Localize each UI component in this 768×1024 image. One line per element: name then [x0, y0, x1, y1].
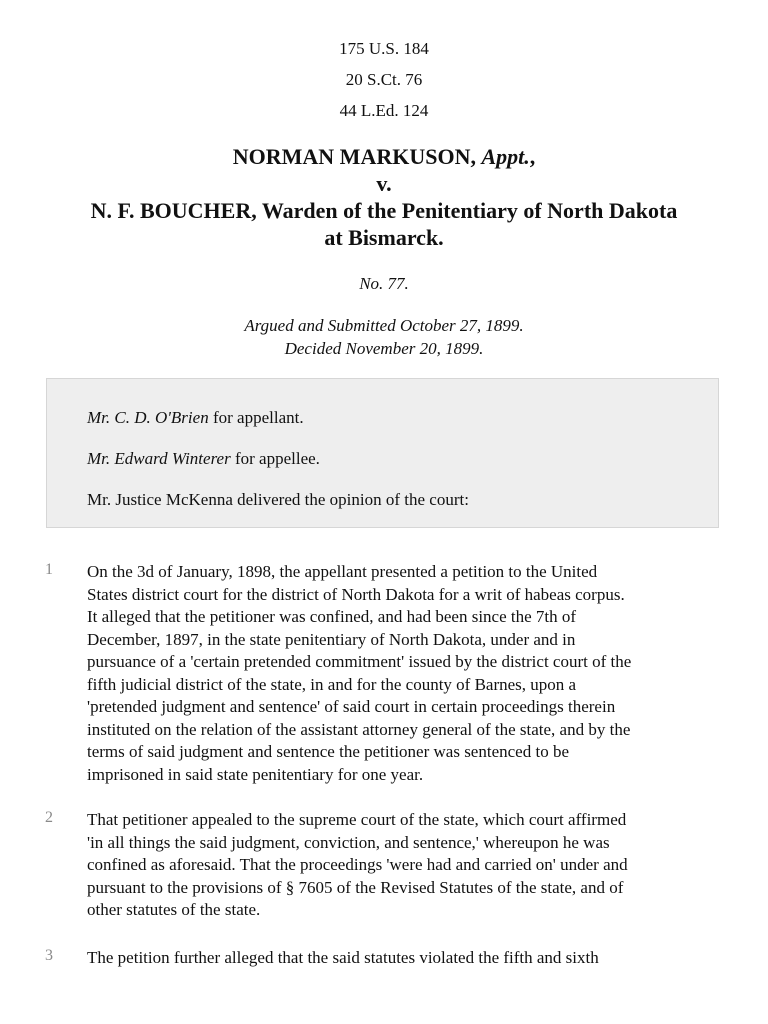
- counsel-appellee: [87, 449, 320, 469]
- argued-date: Argued and Submitted October 27, 1899.: [244, 316, 524, 335]
- appellant-line: [20, 143, 748, 170]
- paragraph-line: instituted on the relation of the assistant attorney general of the state, and by the: [87, 719, 631, 739]
- paragraph-line: pursuance of a 'certain pretended commitment' issued by the district court of the: [87, 652, 632, 671]
- decided-date: Decided November 20, 1899.: [284, 339, 484, 358]
- appellee-line-2: at Bismarck.: [324, 225, 444, 250]
- appellee-line-1: N. F. BOUCHER, Warden of the Penitentiary of North Dakota: [90, 198, 678, 223]
- paragraph-number: 1: [45, 561, 53, 578]
- appellant-role: Appt.: [481, 144, 530, 169]
- paragraph-line: December, 1897, in the state penitentiary of North Dakota, under and in: [87, 629, 576, 649]
- citation-lawyers-edition: 44 L.Ed. 124: [339, 101, 429, 120]
- paragraph-line: It alleged that the petitioner was confined, and had been since the 7th of: [87, 607, 577, 626]
- paragraph-line: pursuant to the provisions of § 7605 of the Revised Statutes of the state, and of: [87, 877, 624, 897]
- opinion-author-line: Mr. Justice McKenna delivered the opinion of the court:: [87, 490, 469, 509]
- paragraph-number: 2: [45, 809, 53, 826]
- paragraph-line: The petition further alleged that the said statutes violated the fifth and sixth: [87, 948, 599, 967]
- citation-us-reports: 175 U.S. 184: [339, 39, 429, 58]
- paragraph-line: 'in all things the said judgment, conviction, and sentence,' whereupon he was: [87, 832, 610, 852]
- counsel-box: [46, 378, 719, 528]
- paragraph-line: terms of said judgment and sentence the petitioner was sentenced to be: [87, 742, 569, 761]
- paragraph-text: [87, 561, 727, 786]
- case-dates: [0, 314, 768, 360]
- paragraph-line: States district court for the district of North Dakota for a writ of habeas corpus.: [87, 584, 625, 604]
- appellant-name: NORMAN MARKUSON,: [232, 144, 476, 169]
- appellee-counsel-role: for appellee.: [230, 449, 320, 468]
- paragraph-number: 3: [45, 947, 53, 964]
- paragraph-text: [87, 809, 727, 922]
- citation-supreme-court-reporter: 20 S.Ct. 76: [345, 70, 423, 89]
- paragraph-line: imprisoned in said state penitentiary for one year.: [87, 764, 424, 784]
- docket-number: No. 77.: [359, 274, 409, 293]
- paragraph-line: That petitioner appealed to the supreme court of the state, which court affirmed: [87, 810, 627, 829]
- appellee-counsel-name: Mr. Edward Winterer: [87, 449, 231, 468]
- appellant-suffix: ,: [529, 144, 536, 169]
- paragraph-text: [87, 947, 727, 970]
- paragraph-line: On the 3d of January, 1898, the appellant presented a petition to the United: [87, 562, 598, 581]
- appellant-counsel-role: for appellant.: [208, 408, 304, 427]
- case-title: [20, 143, 748, 251]
- versus: v.: [376, 171, 392, 196]
- citations-block: [0, 33, 768, 126]
- paragraph-line: other statutes of the state.: [87, 900, 261, 919]
- counsel-appellant: [87, 408, 304, 428]
- paragraph-line: fifth judicial district of the state, in and for the county of Barnes, upon a: [87, 674, 577, 694]
- paragraph-line: confined as aforesaid. That the proceedings 'were had and carried on' under and: [87, 855, 628, 874]
- appellant-counsel-name: Mr. C. D. O'Brien: [87, 408, 209, 427]
- paragraph-line: 'pretended judgment and sentence' of said court in certain proceedings therein: [87, 697, 616, 716]
